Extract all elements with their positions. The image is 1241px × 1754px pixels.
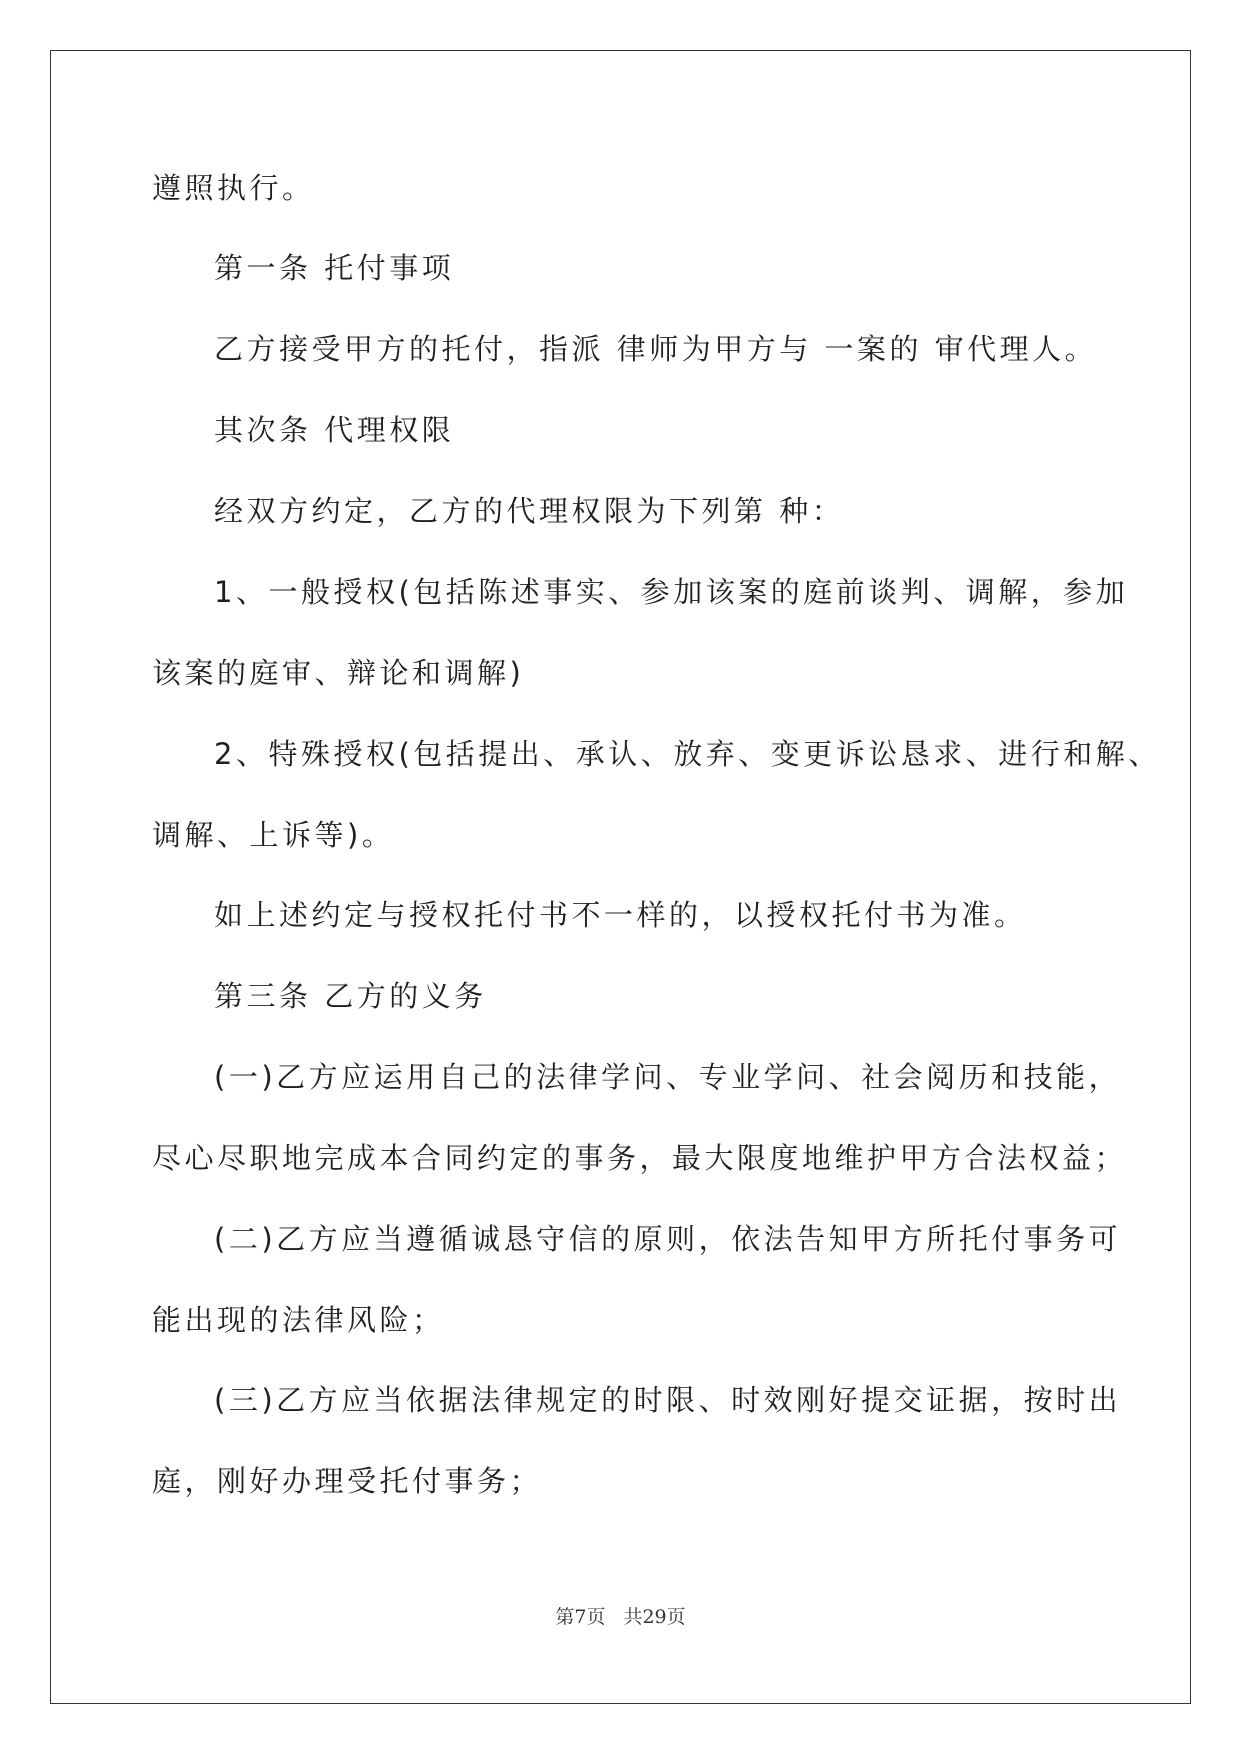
text-line: 尽心尽职地完成本合同约定的事务，最大限度地维护甲方合法权益； bbox=[152, 1141, 1128, 1175]
text-line: 遵照执行。 bbox=[152, 171, 315, 205]
text-line: 调解、上诉等)。 bbox=[152, 818, 395, 852]
section-heading: 第三条 乙方的义务 bbox=[214, 979, 487, 1013]
page-frame bbox=[50, 50, 1191, 1704]
text-line: (二)乙方应当遵循诚恳守信的原则，依法告知甲方所托付事务可 bbox=[214, 1222, 1122, 1256]
text-line: 庭，刚好办理受托付事务； bbox=[152, 1464, 543, 1498]
text-line: 如上述约定与授权托付书不一样的，以授权托付书为准。 bbox=[214, 898, 1027, 932]
text-line: 乙方接受甲方的托付，指派 律师为甲方与 一案的 审代理人。 bbox=[214, 332, 1098, 366]
page-number: 第7页 bbox=[555, 1606, 606, 1628]
text-line: 该案的庭审、辩论和调解) bbox=[152, 656, 525, 690]
section-heading: 第一条 托付事项 bbox=[214, 251, 455, 285]
text-line: 1、一般授权(包括陈述事实、参加该案的庭前谈判、调解，参加 bbox=[214, 575, 1129, 609]
page-total: 共29页 bbox=[623, 1606, 686, 1628]
page-footer bbox=[0, 1605, 1241, 1629]
text-line: (三)乙方应当依据法律规定的时限、时效刚好提交证据，按时出 bbox=[214, 1383, 1122, 1417]
text-line: (一)乙方应运用自己的法律学问、专业学问、社会阅历和技能， bbox=[214, 1060, 1122, 1094]
text-line: 能出现的法律风险； bbox=[152, 1303, 445, 1337]
section-heading: 其次条 代理权限 bbox=[214, 413, 455, 447]
text-line: 经双方约定，乙方的代理权限为下列第 种： bbox=[214, 494, 845, 528]
text-line: 2、特殊授权(包括提出、承认、放弃、变更诉讼恳求、进行和解、 bbox=[214, 737, 1161, 771]
